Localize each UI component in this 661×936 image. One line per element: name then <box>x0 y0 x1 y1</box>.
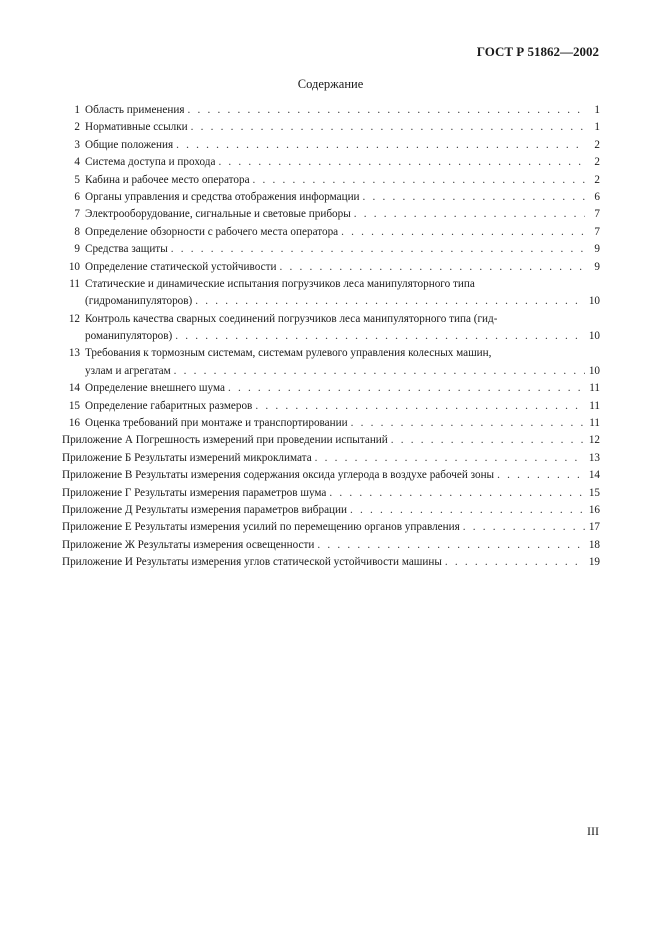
toc-page-number: 9 <box>594 260 600 273</box>
toc-entry-title: романипуляторов) <box>85 330 173 343</box>
toc-section-number: 7 <box>74 208 80 221</box>
toc-line <box>62 485 600 502</box>
toc-leader-dots <box>218 154 585 171</box>
toc-leader-dots <box>191 119 585 136</box>
toc-page-number: 11 <box>589 382 600 395</box>
toc-leader-dots <box>363 189 585 206</box>
toc-line <box>62 450 600 467</box>
toc-leader-dots <box>317 537 585 554</box>
toc-entry-title: узлам и агрегатам <box>85 364 171 377</box>
toc-leader-dots <box>195 293 585 310</box>
toc-leader-dots <box>279 259 585 276</box>
toc-leader-dots <box>175 328 585 345</box>
toc-section-number: 4 <box>74 156 80 169</box>
toc-leader-dots <box>174 363 585 380</box>
toc-line <box>62 224 600 241</box>
toc-line <box>62 502 600 519</box>
toc-section-number: 10 <box>68 260 80 273</box>
toc-section-number: 12 <box>68 312 80 325</box>
toc-entry-title: Приложение А Погрешность измерений при проведении испытаний <box>62 434 388 447</box>
page-title: Содержание <box>297 77 364 91</box>
toc-entry <box>62 206 600 223</box>
toc-entry <box>62 311 600 346</box>
toc-leader-dots <box>463 519 585 536</box>
toc-leader-dots <box>329 485 585 502</box>
toc-entry <box>62 137 600 154</box>
toc-entry <box>62 485 600 502</box>
toc-entry <box>62 276 600 311</box>
toc-section-number: 13 <box>68 347 80 360</box>
toc-entry <box>62 172 600 189</box>
toc-entry-title: Статические и динамические испытания погрузчиков леса манипуляторного типа <box>85 277 475 290</box>
toc-page-number: 12 <box>588 434 600 447</box>
toc-entry-title: Приложение В Результаты измерения содержания оксида углерода в воздухе рабочей зоны <box>62 469 495 482</box>
toc-entry <box>62 398 600 415</box>
toc-line <box>62 467 600 484</box>
toc-entry <box>62 519 600 536</box>
toc-entry <box>62 119 600 136</box>
toc-section-number: 2 <box>74 121 80 134</box>
toc-section-number: 9 <box>74 243 80 256</box>
toc-line <box>62 259 600 276</box>
toc-entry-title: Приложение И Результаты измерения углов статической устойчивости машины <box>62 556 442 569</box>
toc-page-number: 9 <box>594 243 600 256</box>
toc-line <box>62 206 600 223</box>
toc-entry <box>62 154 600 171</box>
toc-section-number: 11 <box>69 277 80 290</box>
toc-page-number: 1 <box>594 104 600 116</box>
toc-line <box>62 189 600 206</box>
toc-line <box>62 293 600 310</box>
toc-entry-title: Приложение Е Результаты измерения усилий по перемещению органов управления <box>62 521 460 534</box>
toc-line <box>62 398 600 415</box>
table-of-contents <box>62 102 600 572</box>
toc-section-number: 5 <box>74 173 80 186</box>
toc-entry <box>62 224 600 241</box>
toc-entry <box>62 554 600 571</box>
toc-entry-title: Приложение Б Результаты измерений микроклимата <box>62 451 312 464</box>
toc-section-number: 15 <box>68 399 80 412</box>
toc-line <box>62 363 600 380</box>
toc-line <box>62 328 600 345</box>
toc-entry <box>62 415 600 432</box>
toc-leader-dots <box>351 415 585 432</box>
toc-page-number: 7 <box>594 225 600 238</box>
toc-entry-title: Органы управления и средства отображения информации <box>85 190 360 203</box>
toc-entry-title: Требования к тормозным системам, системам рулевого управления колесных машин, <box>85 347 492 360</box>
toc-entry-title: Система доступа и прохода <box>85 156 216 169</box>
toc-page-number: 11 <box>589 417 600 430</box>
toc-page-number: 15 <box>588 486 600 499</box>
toc-entry-title: Кабина и рабочее место оператора <box>85 173 250 186</box>
toc-line <box>62 311 600 328</box>
toc-page-number: 2 <box>594 138 600 151</box>
toc-line <box>62 537 600 554</box>
toc-entry-title: Определение обзорности с рабочего места оператора <box>85 225 339 238</box>
toc-entry-title: Электрооборудование, сигнальные и световые приборы <box>85 208 351 221</box>
toc-entry <box>62 467 600 484</box>
toc-line <box>62 276 600 293</box>
toc-line <box>62 554 600 571</box>
toc-entry-title: Средства защиты <box>85 243 168 256</box>
toc-section-number: 6 <box>74 190 80 203</box>
toc-entry-title: Контроль качества сварных соединений погрузчиков леса манипуляторного типа (гид- <box>85 312 498 325</box>
toc-page-number: 17 <box>588 521 600 534</box>
toc-line <box>62 432 600 449</box>
toc-line <box>62 119 600 136</box>
toc-page-number: 16 <box>588 503 600 516</box>
toc-leader-dots <box>176 137 585 154</box>
toc-entry <box>62 241 600 258</box>
toc-line <box>62 241 600 258</box>
toc-entry-title: Оценка требований при монтаже и транспортировании <box>85 417 348 430</box>
toc-entry <box>62 189 600 206</box>
toc-leader-dots <box>341 224 585 241</box>
toc-leader-dots <box>445 554 585 571</box>
toc-page-number: 13 <box>588 451 600 464</box>
toc-entry-title: Приложение Ж Результаты измерения освещенности <box>62 538 315 551</box>
toc-leader-dots <box>187 102 585 119</box>
toc-entry <box>62 345 600 380</box>
toc-line <box>62 137 600 154</box>
toc-section-number: 8 <box>74 225 80 238</box>
page-number: III <box>587 824 599 838</box>
toc-entry <box>62 502 600 519</box>
toc-leader-dots <box>253 172 585 189</box>
toc-page-number: 10 <box>588 364 600 377</box>
toc-page-number: 14 <box>588 469 600 482</box>
toc-entry <box>62 432 600 449</box>
toc-page-number: 10 <box>588 330 600 343</box>
toc-line <box>62 415 600 432</box>
toc-leader-dots <box>315 450 585 467</box>
toc-page-number: 18 <box>588 538 600 551</box>
toc-entry-title: Приложение Д Результаты измерения параметров вибрации <box>62 503 347 516</box>
toc-leader-dots <box>497 467 585 484</box>
toc-page-number: 1 <box>594 121 600 134</box>
toc-section-number: 3 <box>74 138 80 151</box>
toc-entry-title: Приложение Г Результаты измерения параметров шума <box>62 486 327 499</box>
toc-page-number: 6 <box>594 190 600 203</box>
toc-entry <box>62 102 600 119</box>
toc-entry-title: (гидроманипуляторов) <box>85 295 193 308</box>
toc-section-number: 14 <box>68 382 80 395</box>
toc-page-number: 2 <box>594 156 600 169</box>
toc-page-number: 19 <box>588 556 600 569</box>
toc-leader-dots <box>354 206 585 223</box>
toc-leader-dots <box>171 241 585 258</box>
toc-entry <box>62 259 600 276</box>
toc-line <box>62 345 600 362</box>
toc-entry-title: Определение внешнего шума <box>85 382 225 395</box>
toc-page-number: 11 <box>589 399 600 412</box>
toc-line <box>62 102 600 119</box>
toc-entry-title: Определение статической устойчивости <box>85 260 277 273</box>
toc-entry-title: Область применения <box>85 104 185 116</box>
toc-entry-title: Определение габаритных размеров <box>85 399 253 412</box>
toc-page-number: 2 <box>594 173 600 186</box>
toc-entry <box>62 380 600 397</box>
toc-entry-title: Нормативные ссылки <box>85 121 188 134</box>
toc-page-number: 7 <box>594 208 600 221</box>
toc-leader-dots <box>350 502 585 519</box>
toc-leader-dots <box>255 398 585 415</box>
toc-entry <box>62 537 600 554</box>
toc-page-number: 10 <box>588 295 600 308</box>
toc-leader-dots <box>391 432 585 449</box>
toc-section-number: 16 <box>68 417 80 430</box>
document-code: ГОСТ Р 51862—2002 <box>476 44 599 59</box>
toc-entry-title: Общие положения <box>85 138 174 151</box>
toc-line <box>62 172 600 189</box>
toc-line <box>62 380 600 397</box>
toc-line <box>62 154 600 171</box>
toc-line <box>62 519 600 536</box>
toc-leader-dots <box>228 380 585 397</box>
toc-section-number: 1 <box>74 104 80 116</box>
toc-entry <box>62 450 600 467</box>
